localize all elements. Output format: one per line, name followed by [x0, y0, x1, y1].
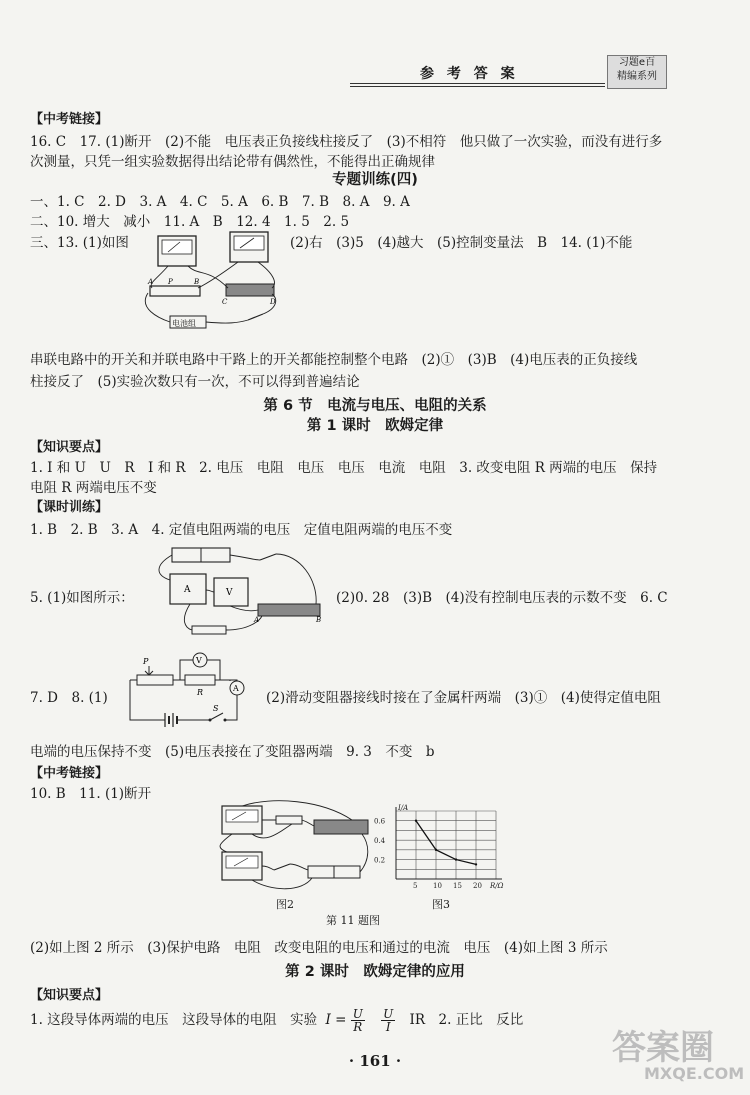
formula-fraction-u-over-i [381, 1008, 395, 1033]
resistor-symbol [185, 675, 215, 685]
resistor-device [150, 286, 200, 296]
fig5-label-a-meter: A [184, 585, 191, 595]
figure-2-caption: 图2 [276, 898, 294, 911]
fig8-label-s: S [213, 704, 219, 713]
heading-lesson-2: 第 2 课时 欧姆定律的应用 [285, 964, 465, 980]
switch-symbol [210, 713, 223, 720]
answer-line-14-end: 柱接反了 (5)实验次数只有一次，不可以得到普遍结论 [30, 374, 360, 390]
resistor-device [192, 626, 226, 634]
fig13-label-c: C [222, 298, 228, 306]
section-zhongkao-link-2: 【中考链接】 [30, 766, 109, 781]
fraction-denominator: I [385, 1020, 391, 1034]
circuit-figure-2 [212, 800, 372, 896]
formula-fraction-u-over-r [351, 1008, 365, 1033]
resistor-device [276, 816, 302, 824]
x-tick-label: 5 [413, 882, 418, 890]
formula-i-equals: I = [325, 1012, 347, 1028]
answer-line-17-cont: 次测量，只凭一组实验数据得出结论带有偶然性，不能得出正确规律 [30, 154, 435, 170]
y-tick-label: 0.4 [374, 837, 386, 846]
chart-figure-3 [372, 803, 512, 895]
fig13-label-p: P [168, 278, 173, 286]
logo-line-1: 习题e百 [618, 57, 656, 68]
answer-line-knowledge-1-cont: 电阻 R 两端电压不变 [30, 480, 157, 496]
fig5-label-b: B [316, 616, 322, 624]
x-tick-label: 20 [473, 882, 482, 890]
series-logo [607, 55, 667, 89]
answer-line-10-11: 10. B 11. (1)断开 [30, 786, 152, 802]
data-point [475, 863, 477, 865]
header-title: 参 考 答 案 [420, 66, 519, 82]
fraction-numerator: U [383, 1007, 394, 1021]
circuit-figure-13 [138, 228, 288, 340]
logo-line-2: 精编系列 [617, 71, 657, 82]
circuit-figure-8 [125, 650, 260, 730]
answer-line-5-cont: (2)0. 28 (3)B (4)没有控制电压表的示数不变 6. C [336, 590, 668, 606]
heading-lesson-1: 第 1 课时 欧姆定律 [306, 418, 444, 434]
answer-line-16-17: 16. C 17. (1)断开 (2)不能 电压表正负接线柱接反了 (3)不相符 他只做了一次实验，而没有进行多 [30, 134, 663, 150]
y-tick-label: 0.6 [374, 817, 386, 826]
rheostat-symbol [137, 675, 173, 685]
answer-line-fill: 二、10. 增大 减小 11. A B 12. 4 1. 5 2. 5 [30, 214, 350, 230]
figure-3-caption: 图3 [432, 898, 450, 911]
rheostat-device [226, 284, 274, 296]
fig5-label-v-meter: V [226, 588, 233, 598]
fig13-label-d: D [270, 298, 276, 306]
header-rule [350, 83, 605, 87]
answer-line-5-start: 5. (1)如图所示： [30, 590, 134, 606]
data-point [415, 820, 417, 822]
watermark-logo: 答案圈 [612, 1028, 714, 1068]
series-line [416, 821, 476, 865]
switch-device [274, 864, 290, 870]
circuit-figure-5 [150, 540, 330, 640]
rheostat-device [258, 604, 320, 616]
fraction-denominator: R [353, 1020, 363, 1034]
fig13-label-b: B [194, 278, 200, 286]
page-header [350, 55, 610, 87]
answer-line-14-cont: 串联电路中的开关和并联电路中干路上的开关都能控制整个电路 (2)① (3)B (4)电压表的正负接线 [30, 352, 638, 368]
data-point [435, 849, 437, 851]
page-number: · 161 · [348, 1052, 402, 1070]
section-zhongkao-link-1: 【中考链接】 [30, 112, 109, 127]
answer-line-8-9: 电端的电压保持不变 (5)电压表接在了变阻器两端 9. 3 不变 b [30, 744, 435, 760]
x-tick-label: 10 [433, 882, 442, 890]
y-axis-label: I/A [398, 804, 409, 812]
section-lesson-training: 【课时训练】 [30, 500, 109, 515]
answer-line-11-cont: (2)如上图 2 所示 (3)保护电路 电阻 改变电阻的电压和通过的电流 电压 (4)如上图 3 所示 [30, 940, 608, 956]
fig8-label-p: P [143, 657, 149, 666]
answer-line-knowledge-1: 1. I 和 U U R I 和 R 2. 电压 电阻 电压 电压 电流 电阻 3. 改变电阻 R 两端的电压 保持 [30, 460, 658, 476]
fig13-label-a: A [148, 278, 154, 286]
fig8-label-a: A [233, 684, 239, 693]
x-tick-label: 15 [453, 882, 462, 890]
knowledge-2-text-end: IR 2. 正比 反比 [409, 1012, 524, 1028]
heading-special-training-4: 专题训练(四) [332, 172, 418, 188]
battery-label: 电池组 [172, 319, 196, 328]
data-point [455, 858, 457, 860]
rheostat-device [314, 820, 368, 834]
figure-11-caption: 第 11 题图 [326, 914, 380, 927]
switch-device [260, 554, 276, 560]
section-knowledge-points-1: 【知识要点】 [30, 440, 109, 455]
fig8-label-r: R [197, 688, 204, 697]
fraction-numerator: U [352, 1007, 363, 1021]
answer-line-13-cont: (2)右 (3)5 (4)越大 (5)控制变量法 B 14. (1)不能 [290, 235, 633, 251]
knowledge-2-text: 1. 这段导体两端的电压 这段导体的电阻 实验 [30, 1012, 318, 1028]
fig8-label-v: V [196, 656, 202, 665]
answer-line-13-start: 三、13. (1)如图 [30, 235, 129, 251]
switch-device [248, 314, 263, 320]
answer-line-choice: 一、1. C 2. D 3. A 4. C 5. A 6. B 7. B 8. A 9. A [30, 194, 410, 210]
section-knowledge-points-2: 【知识要点】 [30, 988, 109, 1003]
y-tick-label: 0.2 [374, 856, 386, 865]
answer-line-7-8: 7. D 8. (1) [30, 690, 108, 706]
watermark-url: MXQE.COM [644, 1064, 745, 1083]
answer-line-1-4: 1. B 2. B 3. A 4. 定值电阻两端的电压 定值电阻两端的电压不变 [30, 522, 453, 538]
answer-line-8-cont: (2)滑动变阻器接线时接在了金属杆两端 (3)① (4)使得定值电阻 [266, 690, 661, 706]
heading-section-6: 第 6 节 电流与电压、电阻的关系 [263, 398, 487, 414]
answer-line-knowledge-2 [30, 1008, 523, 1033]
fig5-label-a: A [254, 616, 260, 624]
x-axis-label: R/Ω [490, 882, 504, 890]
